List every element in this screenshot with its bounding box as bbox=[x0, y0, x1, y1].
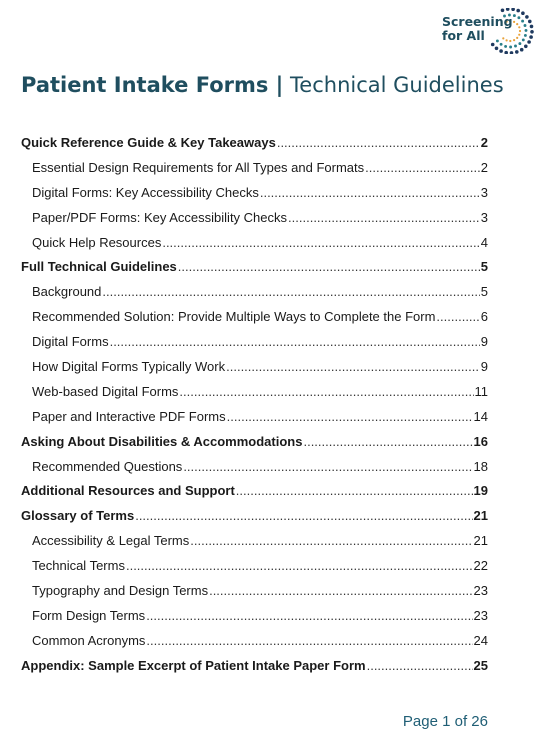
toc-entry-page: 9 bbox=[480, 358, 488, 374]
toc-dot-leader bbox=[110, 334, 480, 349]
toc-entry-title: Asking About Disabilities & Accommodations bbox=[21, 433, 303, 449]
toc-entry[interactable] bbox=[21, 603, 488, 628]
toc-entry-page: 2 bbox=[480, 134, 488, 150]
page-title-bold: Patient Intake Forms | bbox=[21, 73, 284, 97]
logo bbox=[430, 8, 534, 54]
logo-dot bbox=[511, 8, 515, 11]
logo-dot bbox=[522, 38, 525, 41]
logo-dot bbox=[516, 23, 518, 25]
toc-entry[interactable] bbox=[21, 653, 488, 678]
logo-dot bbox=[499, 49, 503, 53]
logo-dot bbox=[518, 26, 520, 28]
toc-dot-leader bbox=[179, 384, 473, 399]
toc-dot-leader bbox=[146, 633, 472, 648]
toc-dot-leader bbox=[303, 434, 472, 449]
toc-entry-title: Glossary of Terms bbox=[21, 508, 135, 524]
page-number: Page 1 of 26 bbox=[402, 713, 488, 730]
logo-dot bbox=[509, 46, 512, 49]
logo-text bbox=[442, 15, 513, 43]
toc-entry-title: Digital Forms bbox=[32, 334, 109, 350]
logo-dot bbox=[504, 51, 508, 54]
toc-entry-title: Web-based Digital Forms bbox=[32, 383, 179, 399]
logo-dot bbox=[516, 9, 520, 13]
toc-entry-title: Quick Reference Guide & Key Takeaways bbox=[21, 134, 276, 150]
toc-entry-title: Essential Design Requirements for All Types and Formats bbox=[32, 159, 365, 175]
toc-entry-title: Digital Forms: Key Accessibility Checks bbox=[32, 184, 259, 200]
toc-entry-page: 22 bbox=[473, 558, 488, 574]
toc-entry[interactable] bbox=[21, 628, 488, 653]
logo-dot bbox=[500, 43, 503, 46]
logo-dot bbox=[524, 45, 528, 49]
logo-dot bbox=[524, 24, 527, 27]
toc-entry-title: Technical Terms bbox=[32, 558, 125, 574]
toc-entry[interactable] bbox=[21, 578, 488, 603]
toc-entry-page: 19 bbox=[473, 483, 488, 499]
logo-dot bbox=[501, 9, 505, 13]
toc-entry[interactable] bbox=[21, 155, 488, 180]
logo-dot bbox=[504, 45, 507, 48]
toc-entry[interactable] bbox=[21, 553, 488, 578]
toc-entry-title: Background bbox=[32, 284, 102, 300]
toc-entry-title: How Digital Forms Typically Work bbox=[32, 358, 226, 374]
toc-entry[interactable] bbox=[21, 254, 488, 279]
logo-dot bbox=[513, 21, 515, 23]
logo-dot bbox=[521, 11, 525, 15]
toc-entry-page: 3 bbox=[480, 184, 488, 200]
toc-dot-leader bbox=[227, 409, 473, 424]
toc-entry[interactable] bbox=[21, 205, 488, 230]
toc-entry-page: 14 bbox=[473, 408, 488, 424]
toc-entry-title: Appendix: Sample Excerpt of Patient Intake Paper Form bbox=[21, 657, 366, 673]
logo-dot bbox=[525, 29, 528, 32]
logo-dot bbox=[491, 43, 495, 47]
toc-dot-leader bbox=[183, 459, 472, 474]
toc-dot-leader bbox=[288, 210, 480, 225]
toc-entry-title: Common Acronyms bbox=[32, 632, 146, 648]
toc-dot-leader bbox=[277, 135, 480, 150]
logo-dot bbox=[516, 37, 518, 39]
toc-entry-page: 5 bbox=[480, 284, 488, 300]
toc-entry-page: 18 bbox=[473, 458, 488, 474]
toc-entry-page: 11 bbox=[474, 383, 488, 399]
logo-dot bbox=[519, 30, 521, 32]
toc-entry-page: 21 bbox=[473, 533, 488, 549]
logo-dot bbox=[515, 50, 519, 54]
toc-entry-title: Additional Resources and Support bbox=[21, 483, 235, 499]
toc-entry-title: Full Technical Guidelines bbox=[21, 259, 177, 275]
toc-entry-title: Recommended Questions bbox=[32, 458, 183, 474]
toc-entry-page: 23 bbox=[473, 607, 488, 623]
toc-entry[interactable] bbox=[21, 180, 488, 205]
toc-dot-leader bbox=[102, 284, 479, 299]
logo-dot bbox=[524, 34, 527, 37]
toc-entry[interactable] bbox=[21, 304, 488, 329]
logo-dot bbox=[495, 47, 499, 51]
toc-dot-leader bbox=[209, 583, 472, 598]
toc-entry-title: Quick Help Resources bbox=[32, 234, 162, 250]
logo-dot bbox=[518, 34, 520, 36]
toc-entry-title: Accessibility & Legal Terms bbox=[32, 533, 190, 549]
toc-entry[interactable] bbox=[21, 478, 488, 503]
logo-dot bbox=[529, 35, 533, 39]
toc-dot-leader bbox=[226, 359, 480, 374]
toc-entry-page: 9 bbox=[480, 334, 488, 350]
page-title-rest: Technical Guidelines bbox=[283, 73, 504, 97]
toc-entry[interactable] bbox=[21, 230, 488, 255]
toc-entry[interactable] bbox=[21, 528, 488, 553]
logo-dot bbox=[530, 30, 534, 34]
toc-entry[interactable] bbox=[21, 379, 488, 404]
toc-entry-title: Paper and Interactive PDF Forms bbox=[32, 408, 226, 424]
toc-dot-leader bbox=[436, 309, 479, 324]
toc-entry-page: 21 bbox=[473, 508, 488, 524]
toc-dot-leader bbox=[190, 533, 472, 548]
toc-entry[interactable] bbox=[21, 354, 488, 379]
logo-dot bbox=[520, 48, 524, 52]
toc-entry-page: 3 bbox=[480, 209, 488, 225]
logo-line-2: for All bbox=[442, 28, 485, 43]
page-title bbox=[21, 73, 504, 97]
logo-dot bbox=[521, 20, 524, 23]
logo-dot bbox=[513, 39, 515, 41]
toc-entry-title: Paper/PDF Forms: Key Accessibility Checks bbox=[32, 209, 288, 225]
toc-entry-page: 16 bbox=[473, 433, 488, 449]
toc-dot-leader bbox=[126, 558, 473, 573]
toc-dot-leader bbox=[162, 235, 479, 250]
toc-entry-page: 25 bbox=[473, 657, 488, 673]
toc-entry[interactable] bbox=[21, 503, 488, 528]
toc-entry-page: 4 bbox=[480, 234, 488, 250]
table-of-contents bbox=[21, 130, 488, 678]
logo-dot bbox=[514, 45, 517, 48]
logo-dot bbox=[530, 25, 534, 29]
toc-dot-leader bbox=[365, 160, 480, 175]
toc-entry-title: Form Design Terms bbox=[32, 607, 146, 623]
toc-entry[interactable] bbox=[21, 429, 488, 454]
toc-entry-page: 5 bbox=[480, 259, 488, 275]
logo-dot bbox=[510, 51, 514, 54]
toc-entry-title: Typography and Design Terms bbox=[32, 582, 209, 598]
toc-entry[interactable] bbox=[21, 454, 488, 479]
toc-entry-page: 23 bbox=[473, 582, 488, 598]
toc-entry[interactable] bbox=[21, 329, 488, 354]
toc-dot-leader bbox=[260, 185, 480, 200]
toc-entry-page: 24 bbox=[473, 632, 488, 648]
toc-entry-page: 6 bbox=[480, 309, 488, 325]
toc-entry-page: 2 bbox=[480, 159, 488, 175]
logo-dot bbox=[518, 42, 521, 45]
toc-dot-leader bbox=[135, 508, 472, 523]
logo-dot bbox=[506, 8, 510, 11]
toc-entry-title: Recommended Solution: Provide Multiple Ways to Complete the Form bbox=[32, 309, 436, 325]
toc-entry[interactable] bbox=[21, 404, 488, 429]
toc-entry[interactable] bbox=[21, 279, 488, 304]
logo-dot bbox=[525, 15, 529, 19]
logo-dot bbox=[517, 16, 520, 19]
toc-dot-leader bbox=[367, 658, 473, 673]
logo-dot bbox=[527, 40, 531, 44]
logo-line-1: Screening bbox=[442, 14, 513, 29]
logo-dot bbox=[513, 14, 516, 17]
toc-dot-leader bbox=[178, 259, 480, 274]
toc-entry[interactable] bbox=[21, 130, 488, 155]
toc-dot-leader bbox=[236, 483, 473, 498]
logo-dot bbox=[528, 20, 532, 24]
toc-dot-leader bbox=[146, 608, 472, 623]
